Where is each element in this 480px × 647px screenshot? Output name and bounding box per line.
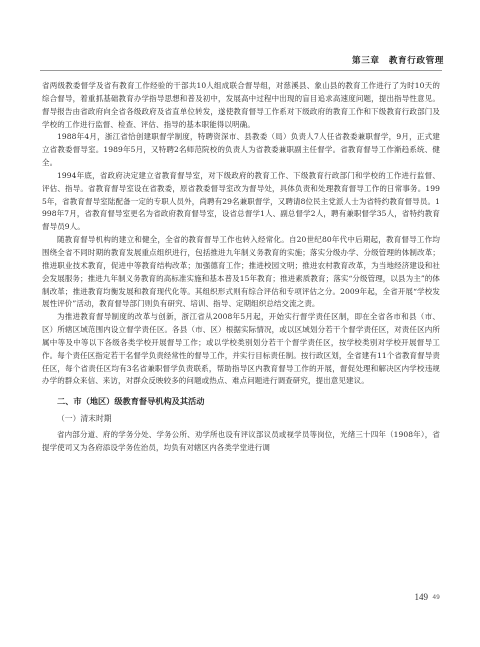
paragraph: 省两级教委督学及省有教育工作经验的干部共10人组成联合督导组，对慈溪县、象山县的教育工作进行了为时10天的综合督导，着重抓基础教育办学指导思想和普及初中，发展高中过程中出现的盲目追求高速度问题，提出指导性意见。督导报告由省政府向全省各级政府及省直单位转发，遂使教育督导工作系对下级政府的教育工作和下级教育行政部门及学校的工作进行监督、检查、评估、指导的基本职能得以明确。 xyxy=(42,81,440,129)
header-rule xyxy=(40,70,442,71)
paragraph: 省内部分道、府的学务分处、学务公所、劝学所也设有评议部议员或视学员等岗位，光绪三十四年（1908年），省提学使司又为各府添设学务佐治员，均负有对辖区内各类学堂进行调 xyxy=(42,430,440,453)
paragraph: 为推进教育督导制度的改革与创新，浙江省从2008年5月起，开始实行督学责任区制，即在全省各市和县（市、区）所辖区域范围内设立督学责任区。各县（市、区）根据实际情况，或以区域划分若干个督学责任区，对责任区内所属中等及中等以下各级各类学校开展督导工作；或以学校类别划分若干个督学责任区，按学校类别对学校开展督导工作。每个责任区指定若干名督学负责经常性的督导工作，并实行目标责任制。按行政区划，全省建有11个省教育督导责任区，每个省责任区均有3名省兼职督学负责联系，帮助指导区内教育督导工作的开展，督促处理和解决区内学校违规办学的群众来信、来访，对群众反映较多的问题或热点、难点问题进行调查研究，提出意见建议。 xyxy=(42,312,440,386)
section-heading: 二、市（地区）级教育督导机构及其活动 xyxy=(57,396,205,407)
subsection-heading: （一）清末时期 xyxy=(57,414,112,424)
body-text xyxy=(42,80,440,455)
paragraph: 1994年底，省政府决定建立省教育督导室，对下级政府的教育工作、下级教育行政部门和学校的工作进行监督、评估、指导。省教育督导室设在省教委，原省教委督导室改为督导处，具体负责和处理教育督导工作的日常事务。1995年，省教育督导室陆配备一定的专职人员外，尚聘有29名兼职督学，又聘请8位民主党派人士为省特约教育督导员。1998年7月，省教育督导室更名为省政府教育督导室，设省总督学1人、副总督学2人，聘有兼职督学35人，省特约教育督导员9人。 xyxy=(42,170,440,232)
paragraph: 1988年4月，浙江省恰创建职督学制度，特聘资深市、县教委（局）负责人7人任省教委兼职督学，9月，正式建立省教委督导室。1989年5月，又特聘2名师范院校的负责人为省教委兼职副主任督学。省教育督导工作渐趋系统、健全。 xyxy=(42,132,440,168)
running-head: 第三章 教育行政管理 xyxy=(352,56,444,66)
paragraph: 随教育督导机构的建立和健全，全省的教育督导工作也转入经常化。自20世纪80年代中后期起，教育督导工作均围绕全省不同时期的教育发展重点组织进行，包括推进九年制义务教育的实施；落实分级办学、分级管理的体制改革；推进职业技术教育，促进中等教育结构改革；加强德育工作；推进校园文明；推进农村教育改革，为当地经济建设和社会发展服务；推进九年制义务教育的高标准实施和基本普及15年教育；推进素质教育；落实“分级管理，以县为主”的体制改革；推进教育均衡发展和教育现代化等。其组织形式则有综合评估和专项评估之分。2009年起，全省开展“学校发展性评价”活动，教育督导部门则负有研究、培训、指导、定期组织总结交流之责。 xyxy=(42,235,440,309)
page-number: 149 xyxy=(414,592,428,602)
page-mark: 49 xyxy=(432,594,440,601)
